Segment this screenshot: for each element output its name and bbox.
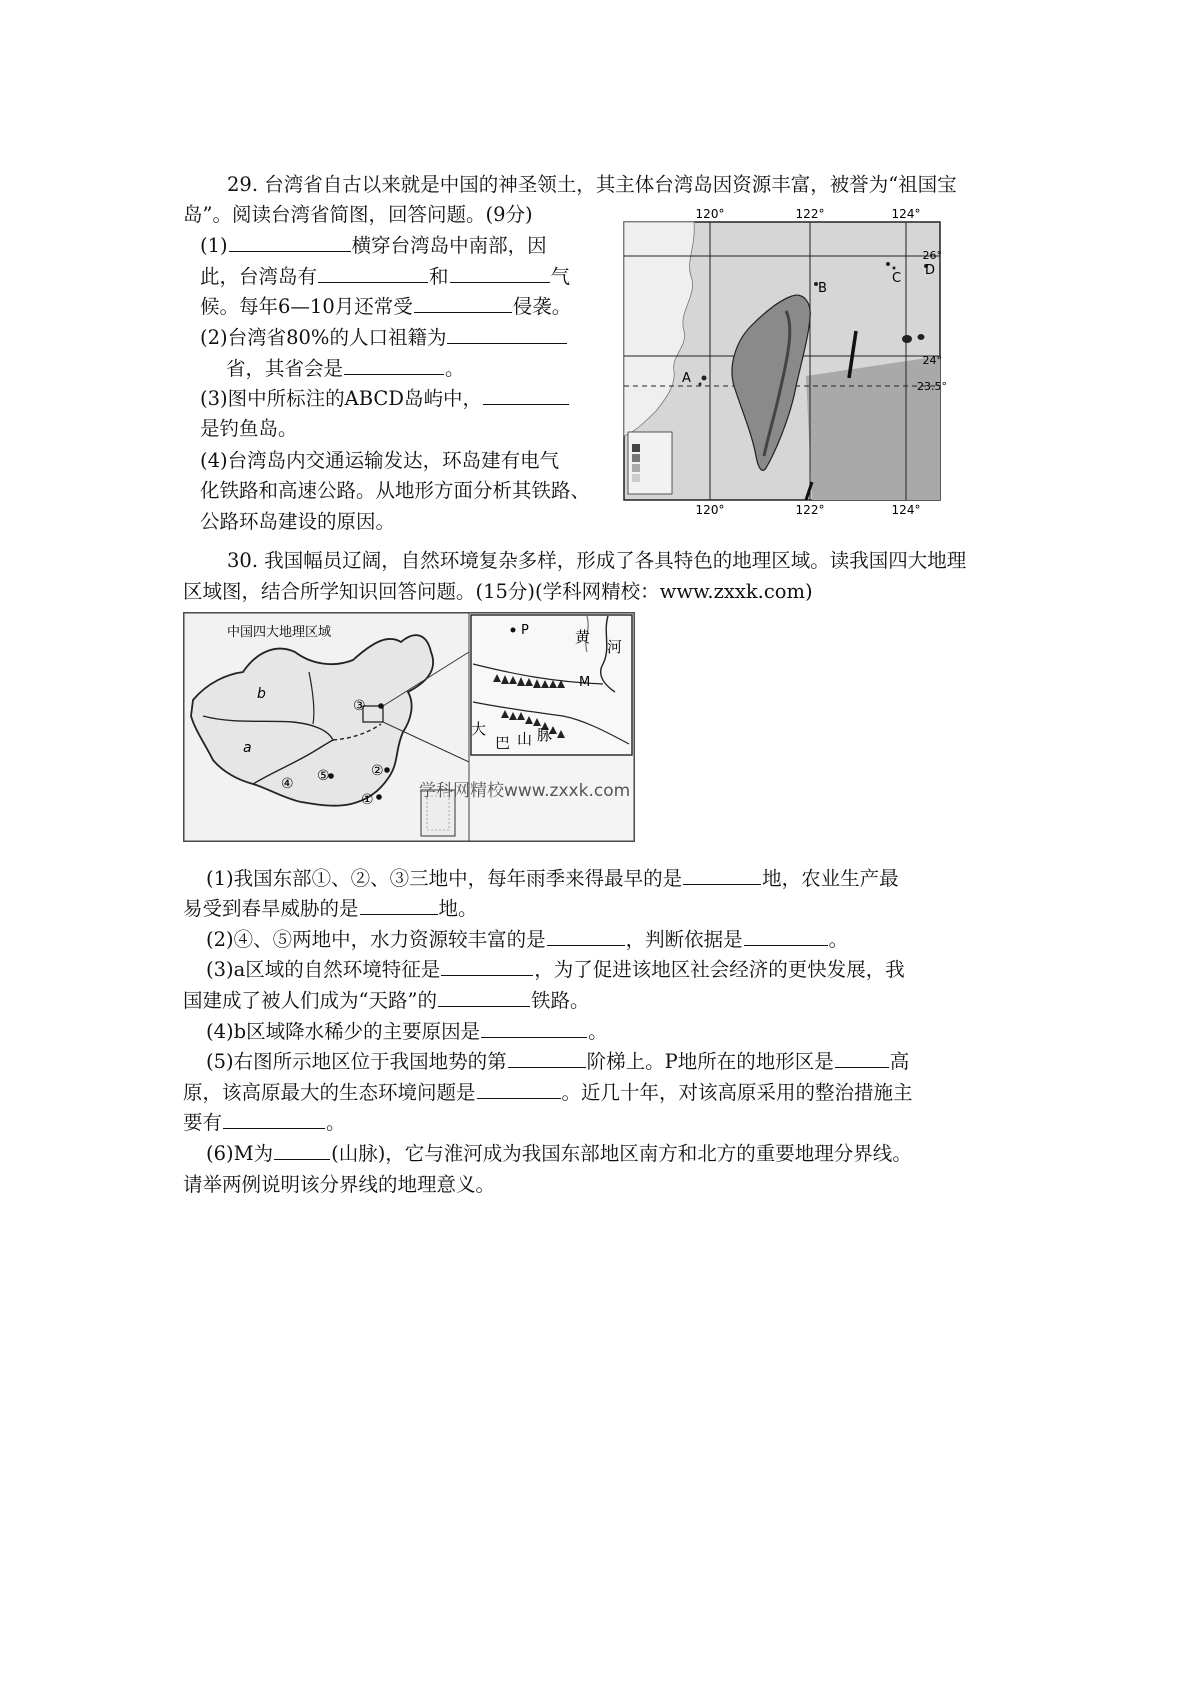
answer-blank-30-5-1[interactable] xyxy=(508,1049,586,1068)
region-label-a: a xyxy=(243,740,252,756)
zoom-label-mai: 脉 xyxy=(537,726,553,744)
region-label-b: b xyxy=(257,686,266,702)
place-label-2: ② xyxy=(371,763,384,779)
q29-s1-qi: 气 xyxy=(550,265,571,288)
zoom-label-he: 河 xyxy=(607,638,623,656)
island-label-b: B xyxy=(818,281,827,296)
q30-p1-line1 xyxy=(206,866,899,892)
lat-label-24: 24° xyxy=(922,354,942,367)
q29-s2-text2: 省，其省会是 xyxy=(226,357,344,380)
q30-p5-text: (5)右图所示地区位于我国地势的第 xyxy=(206,1050,507,1073)
q30-p5-end: 。 xyxy=(326,1111,346,1134)
q29-s1-text2: 此，台湾岛有 xyxy=(200,265,318,288)
q29-s1-line3 xyxy=(200,294,571,320)
place-label-5: ⑤ xyxy=(317,768,330,784)
q30-p5-text5: 要有 xyxy=(183,1111,223,1134)
answer-blank-30-3-2[interactable] xyxy=(438,988,530,1007)
q29-s3-line2: 是钓鱼岛。 xyxy=(200,417,298,440)
q30-p3-end: 铁路。 xyxy=(530,989,590,1012)
regions-map-title: 中国四大地理区域 xyxy=(227,625,332,640)
q30-p5-line3 xyxy=(183,1110,346,1136)
q30-p5-gao: 高 xyxy=(889,1050,910,1073)
q29-s4-line1: (4)台湾岛内交通运输发达，环岛建有电气 xyxy=(200,449,560,472)
lat-label-23-5: 23.5° xyxy=(917,380,947,393)
q30-p6-text: (6)M为 xyxy=(206,1142,274,1165)
q29-s1-and: 和 xyxy=(429,265,449,288)
q30-p6-text2: (山脉)，它与淮河成为我国东部地区南方和北方的重要地理分界线。 xyxy=(331,1142,912,1165)
q29-s1-number: (1) xyxy=(200,234,228,257)
china-regions-map xyxy=(183,612,635,842)
q29-intro-line1: 29. 台湾省自古以来就是中国的神圣领土，其主体台湾岛因资源丰富，被誉为“祖国宝 xyxy=(227,173,957,196)
answer-blank-30-4-1[interactable] xyxy=(481,1019,587,1038)
q30-intro-line1: 30. 我国幅员辽阔，自然环境复杂多样，形成了各具特色的地理区域。读我国四大地理 xyxy=(227,549,967,572)
q29-s2-line1 xyxy=(200,325,568,351)
zoom-label-m: M xyxy=(579,675,591,690)
answer-blank-30-3-1[interactable] xyxy=(441,957,533,976)
answer-blank-30-5-3[interactable] xyxy=(477,1080,561,1099)
answer-blank-2-1[interactable] xyxy=(447,325,567,344)
answer-blank-30-1-1[interactable] xyxy=(683,866,761,885)
q30-p5-text3: 原，该高原最大的生态环境问题是 xyxy=(183,1081,476,1104)
lon-label-bottom-124: 124° xyxy=(891,503,921,517)
q30-p3-text3: 国建成了被人们成为“天路”的 xyxy=(183,989,437,1012)
lat-label-26: 26° xyxy=(922,249,942,262)
answer-blank-1-4[interactable] xyxy=(414,294,512,313)
q29-s1-text3: 候。每年6—10月还常受 xyxy=(200,295,413,318)
q30-p5-text4: 。近几十年，对该高原采用的整治措施主 xyxy=(561,1081,913,1104)
q29-s4-line3: 公路环岛建设的原因。 xyxy=(200,510,396,533)
place-label-4: ④ xyxy=(281,776,294,792)
answer-blank-30-2-1[interactable] xyxy=(547,927,625,946)
q29-s1-line1 xyxy=(200,233,547,259)
answer-blank-1-3[interactable] xyxy=(450,264,550,283)
place-label-3: ③ xyxy=(353,698,366,714)
answer-blank-30-6-1[interactable] xyxy=(274,1141,330,1160)
zoom-label-shan: 山 xyxy=(517,730,533,748)
q30-p2-end: 。 xyxy=(828,928,849,951)
place-label-1: ① xyxy=(361,792,374,808)
q30-p5-line2 xyxy=(183,1080,913,1106)
q29-s3-text: (3)图中所标注的ABCD岛屿中， xyxy=(200,387,482,410)
zoom-label-da: 大 xyxy=(471,720,487,738)
q30-p1-end: 地。 xyxy=(438,897,478,920)
q30-p3-text: (3)a区域的自然环境特征是 xyxy=(206,958,441,981)
q29-s1-text: 横穿台湾岛中南部，因 xyxy=(351,234,547,257)
q30-p6-line1 xyxy=(206,1141,912,1167)
zoom-label-p: P xyxy=(521,623,529,638)
q30-p1-text2: 地，农业生产最 xyxy=(762,867,899,890)
answer-blank-30-1-2[interactable] xyxy=(360,896,438,915)
island-label-d: D xyxy=(925,263,936,278)
q29-s3-line1 xyxy=(200,386,570,412)
q30-p1-text: (1)我国东部①、②、③三地中，每年雨季来得最早的是 xyxy=(206,867,683,890)
q29-s4-line2: 化铁路和高速公路。从地形方面分析其铁路、 xyxy=(200,479,591,502)
q29-s2-line2 xyxy=(226,356,465,382)
q30-p5-text2: 阶梯上。P地所在的地形区是 xyxy=(586,1050,834,1073)
q30-p2-text: (2)④、⑤两地中，水力资源较丰富的是 xyxy=(206,928,546,951)
lon-label-bottom-122: 122° xyxy=(795,503,825,517)
q30-p4-end: 。 xyxy=(588,1020,608,1043)
q29-s2-end: 。 xyxy=(445,357,465,380)
q30-p5-line1 xyxy=(206,1049,909,1075)
lon-label-top-120: 120° xyxy=(695,207,725,221)
answer-blank-1-1[interactable] xyxy=(229,233,351,252)
q29-s1-end: 侵袭。 xyxy=(512,295,572,318)
island-label-a: A xyxy=(682,371,691,386)
watermark-text: 学科网精校www.zxxk.com xyxy=(419,781,631,801)
lon-label-top-122: 122° xyxy=(795,207,825,221)
q30-p4-text: (4)b区域降水稀少的主要原因是 xyxy=(206,1020,481,1043)
answer-blank-30-5-4[interactable] xyxy=(223,1110,325,1129)
q30-p1-text3: 易受到春旱威胁的是 xyxy=(183,897,359,920)
q30-p4-line1 xyxy=(206,1019,608,1045)
lon-label-bottom-120: 120° xyxy=(695,503,725,517)
answer-blank-30-2-2[interactable] xyxy=(744,927,828,946)
answer-blank-3-1[interactable] xyxy=(483,386,569,405)
q29-s2-text: (2)台湾省80%的人口祖籍为 xyxy=(200,326,447,349)
zoom-label-huang: 黄 xyxy=(575,628,591,646)
q30-p2-text2: ，判断依据是 xyxy=(625,928,743,951)
q30-p2-line1 xyxy=(206,927,848,953)
answer-blank-1-2[interactable] xyxy=(318,264,428,283)
lon-label-top-124: 124° xyxy=(891,207,921,221)
q29-intro-line2: 岛”。阅读台湾省简图，回答问题。(9分) xyxy=(183,203,533,226)
q30-p3-text2: ，为了促进该地区社会经济的更快发展，我 xyxy=(534,958,905,981)
taiwan-map xyxy=(616,206,948,517)
q30-p3-line2 xyxy=(183,988,589,1014)
q29-s1-line2 xyxy=(200,264,570,290)
q30-p1-line2 xyxy=(183,896,478,922)
island-label-c: C xyxy=(892,271,902,286)
q30-p3-line1 xyxy=(206,957,905,983)
answer-blank-2-2[interactable] xyxy=(344,356,444,375)
zoom-label-ba: 巴 xyxy=(495,734,511,752)
q30-p6-line2: 请举两例说明该分界线的地理意义。 xyxy=(183,1173,496,1196)
answer-blank-30-5-2[interactable] xyxy=(835,1049,889,1068)
q30-intro-line2: 区域图，结合所学知识回答问题。(15分)(学科网精校：www.zxxk.com) xyxy=(183,580,813,603)
